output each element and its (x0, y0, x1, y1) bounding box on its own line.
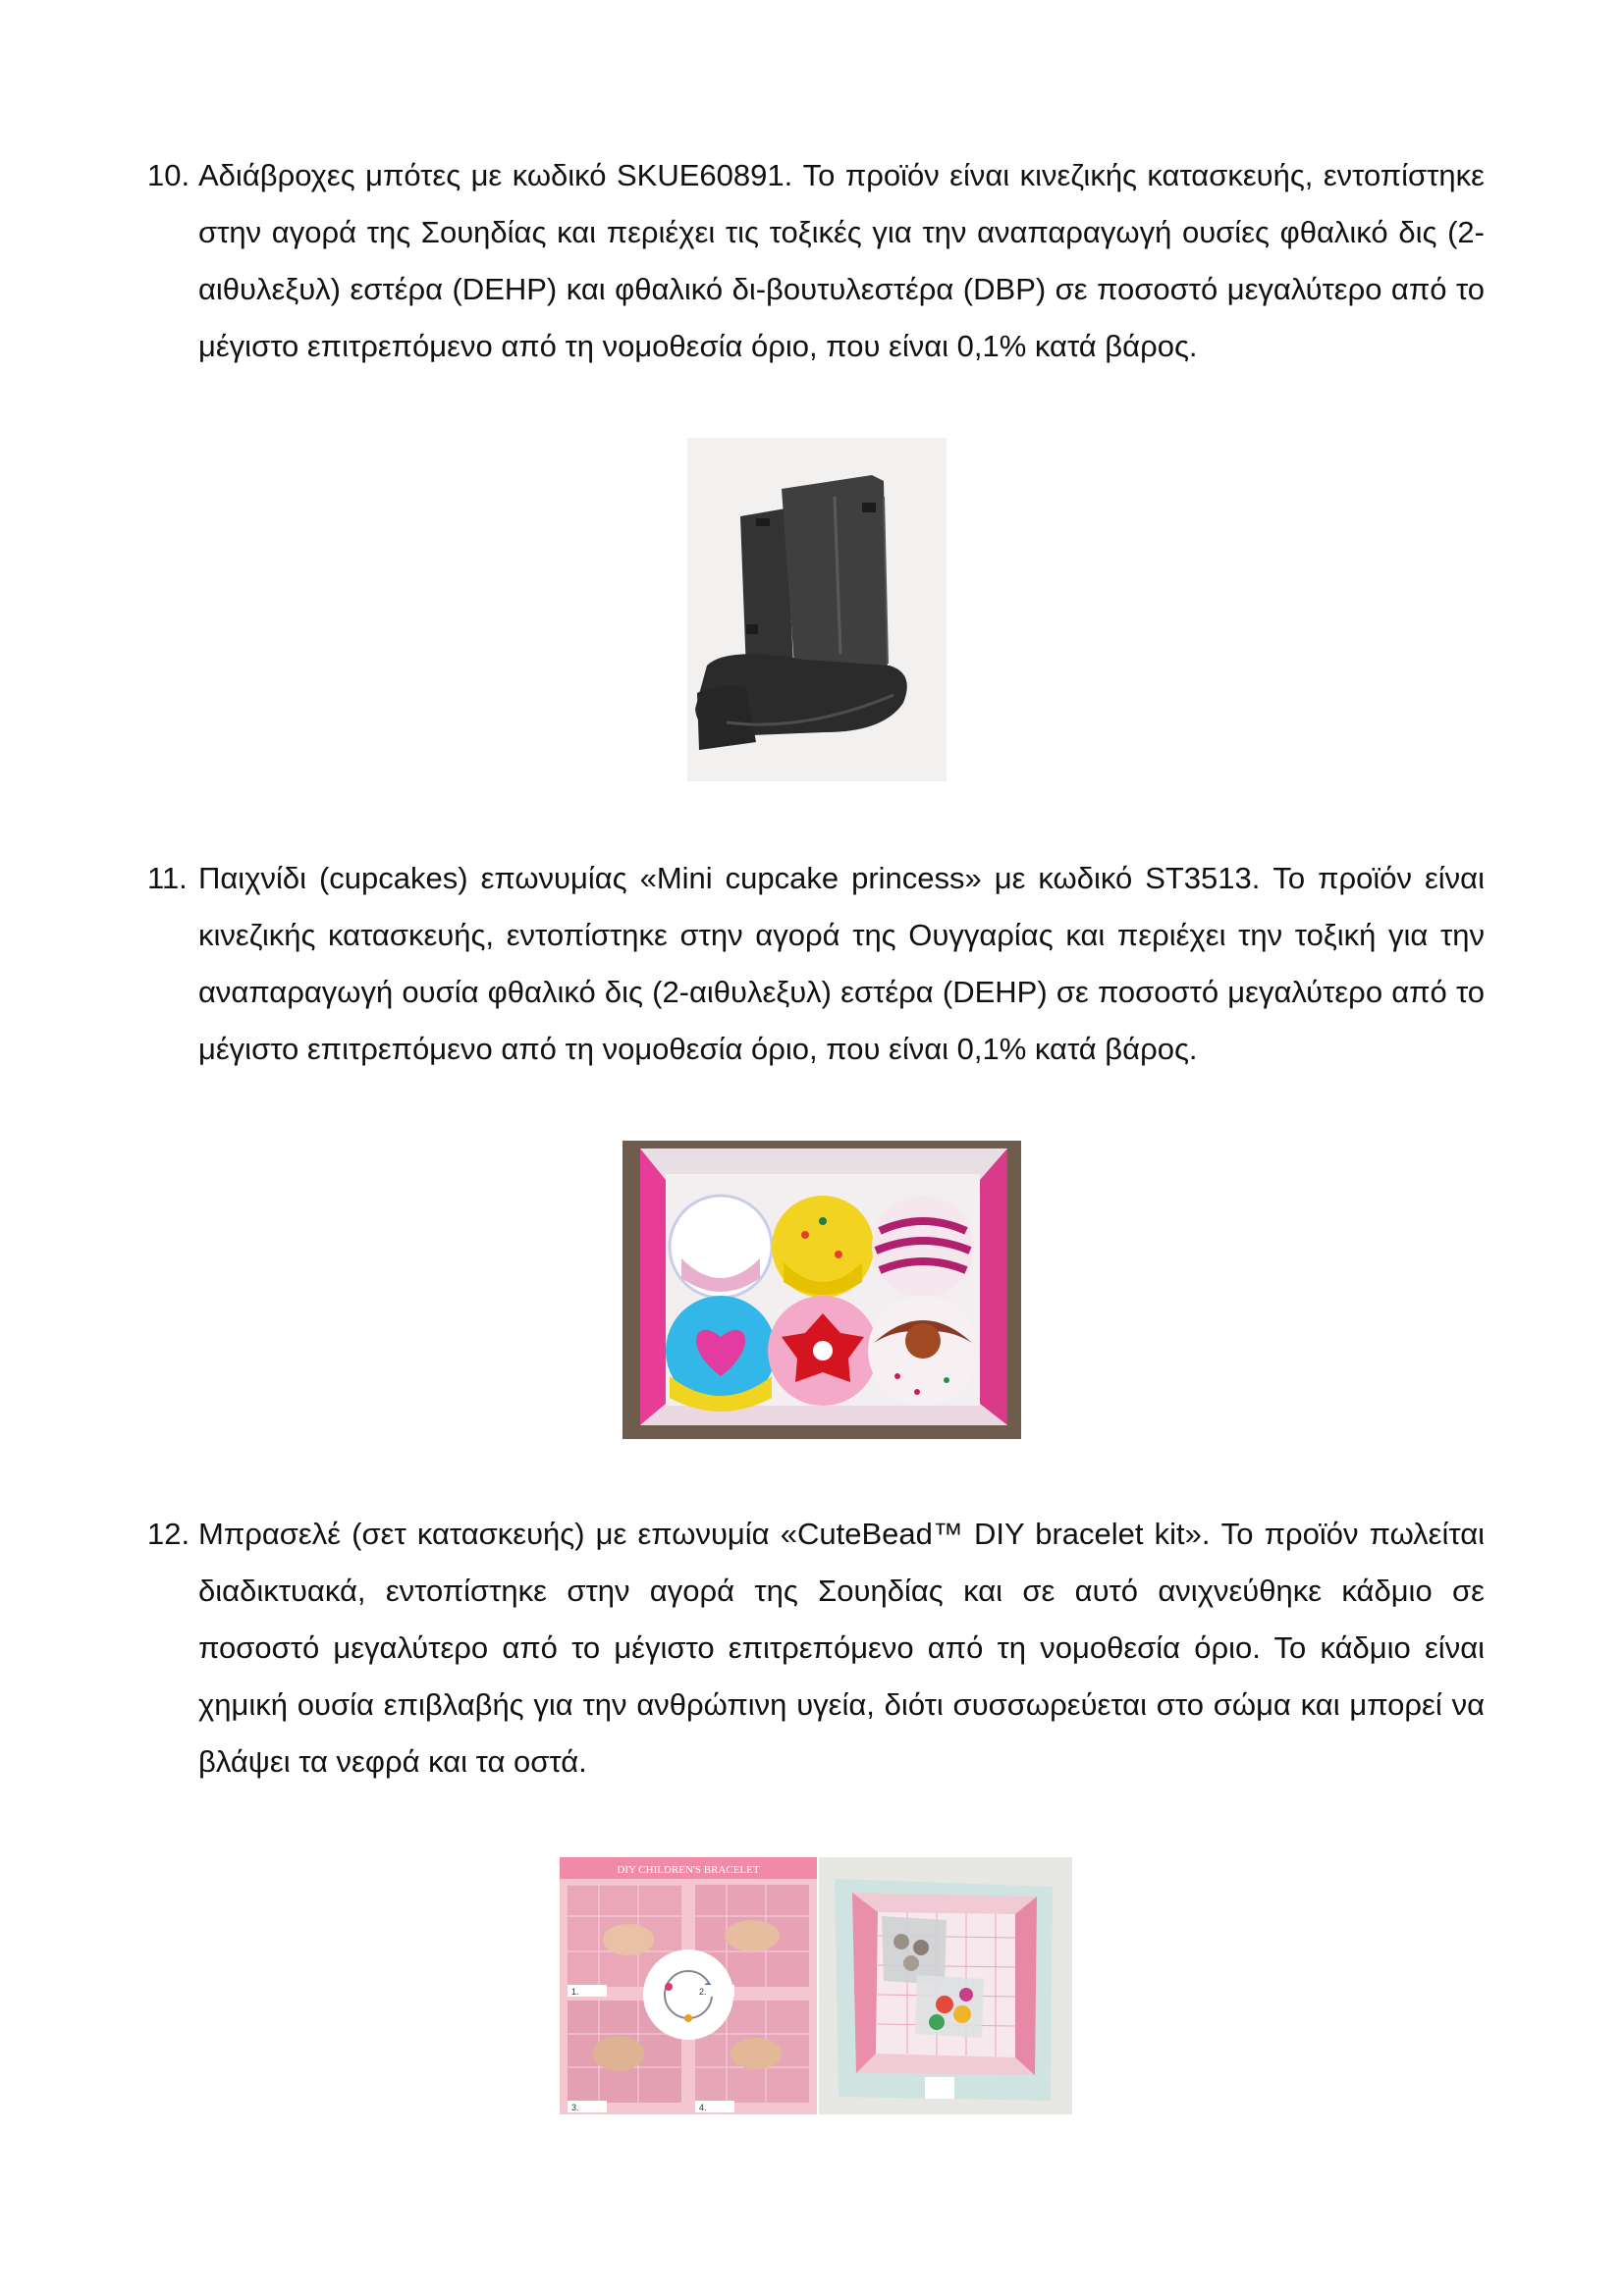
item-number: 11. (147, 861, 188, 895)
item-description: Μπρασελέ (σετ κατασκευής) με επωνυμία «CuteBead™ DIY bracelet kit». Το προϊόν πωλείται διαδικτυακά, εντοπίστηκε στην αγορά της Σουηδίας και σε αυτό ανιχνεύθηκε κάδμιο σε ποσοστό μεγαλύτερο από το μέγιστο επιτρεπόμενο από τη νομοθεσία όριο. Το κάδμιο είναι χημική ουσία επιβλαβής για την ανθρώπινη υγεία, διότι συσσωρεύεται στο σώμα και μπορεί να βλάψει τα νεφρά και τα οστά. (198, 1517, 1485, 1779)
item-number: 10. (147, 158, 190, 192)
box-title: DIY CHILDREN'S BRACELET (617, 1864, 760, 1876)
list-item-10 (147, 147, 1485, 375)
bracelet-kit-photo-open-box (819, 1857, 1072, 2114)
step-label: 3. (571, 2103, 579, 2112)
item-description: Παιχνίδι (cupcakes) επωνυμίας «Mini cupcake princess» με κωδικό ST3513. Το προϊόν είναι κινεζικής κατασκευής, εντοπίστηκε στην αγορά της Ουγγαρίας και περιέχει την τοξική για την αναπαραγωγή ουσία φθαλικό δις (2-αιθυλεξυλ) εστέρα (DEHP) σε ποσοστό μεγαλύτερο από το μέγιστο επιτρεπόμενο από τη νομοθεσία όριο, που είναι 0,1% κατά βάρος. (198, 861, 1485, 1066)
list-item-12 (147, 1506, 1485, 1790)
item-description: Αδιάβροχες μπότες με κωδικό SKUE60891. Το προϊόν είναι κινεζικής κατασκευής, εντοπίστηκε στην αγορά της Σουηδίας και περιέχει τις τοξικές για την αναπαραγωγή ουσίες φθαλικό δις (2-αιθυλεξυλ) εστέρα (DEHP) και φθαλικό δι-βουτυλεστέρα (DBP) σε ποσοστό μεγαλύτερο από το μέγιστο επιτρεπόμενο από τη νομοθεσία όριο, που είναι 0,1% κατά βάρος. (198, 158, 1485, 363)
step-label: 2. (699, 1987, 707, 1997)
bracelet-kit-photo-front (560, 1857, 817, 2114)
list-item-11 (147, 850, 1485, 1078)
boots-photo (687, 438, 947, 781)
step-label: 4. (699, 2103, 707, 2112)
step-label: 1. (571, 1987, 579, 1997)
item-number: 12. (147, 1517, 190, 1551)
cupcakes-photo (623, 1141, 1021, 1439)
